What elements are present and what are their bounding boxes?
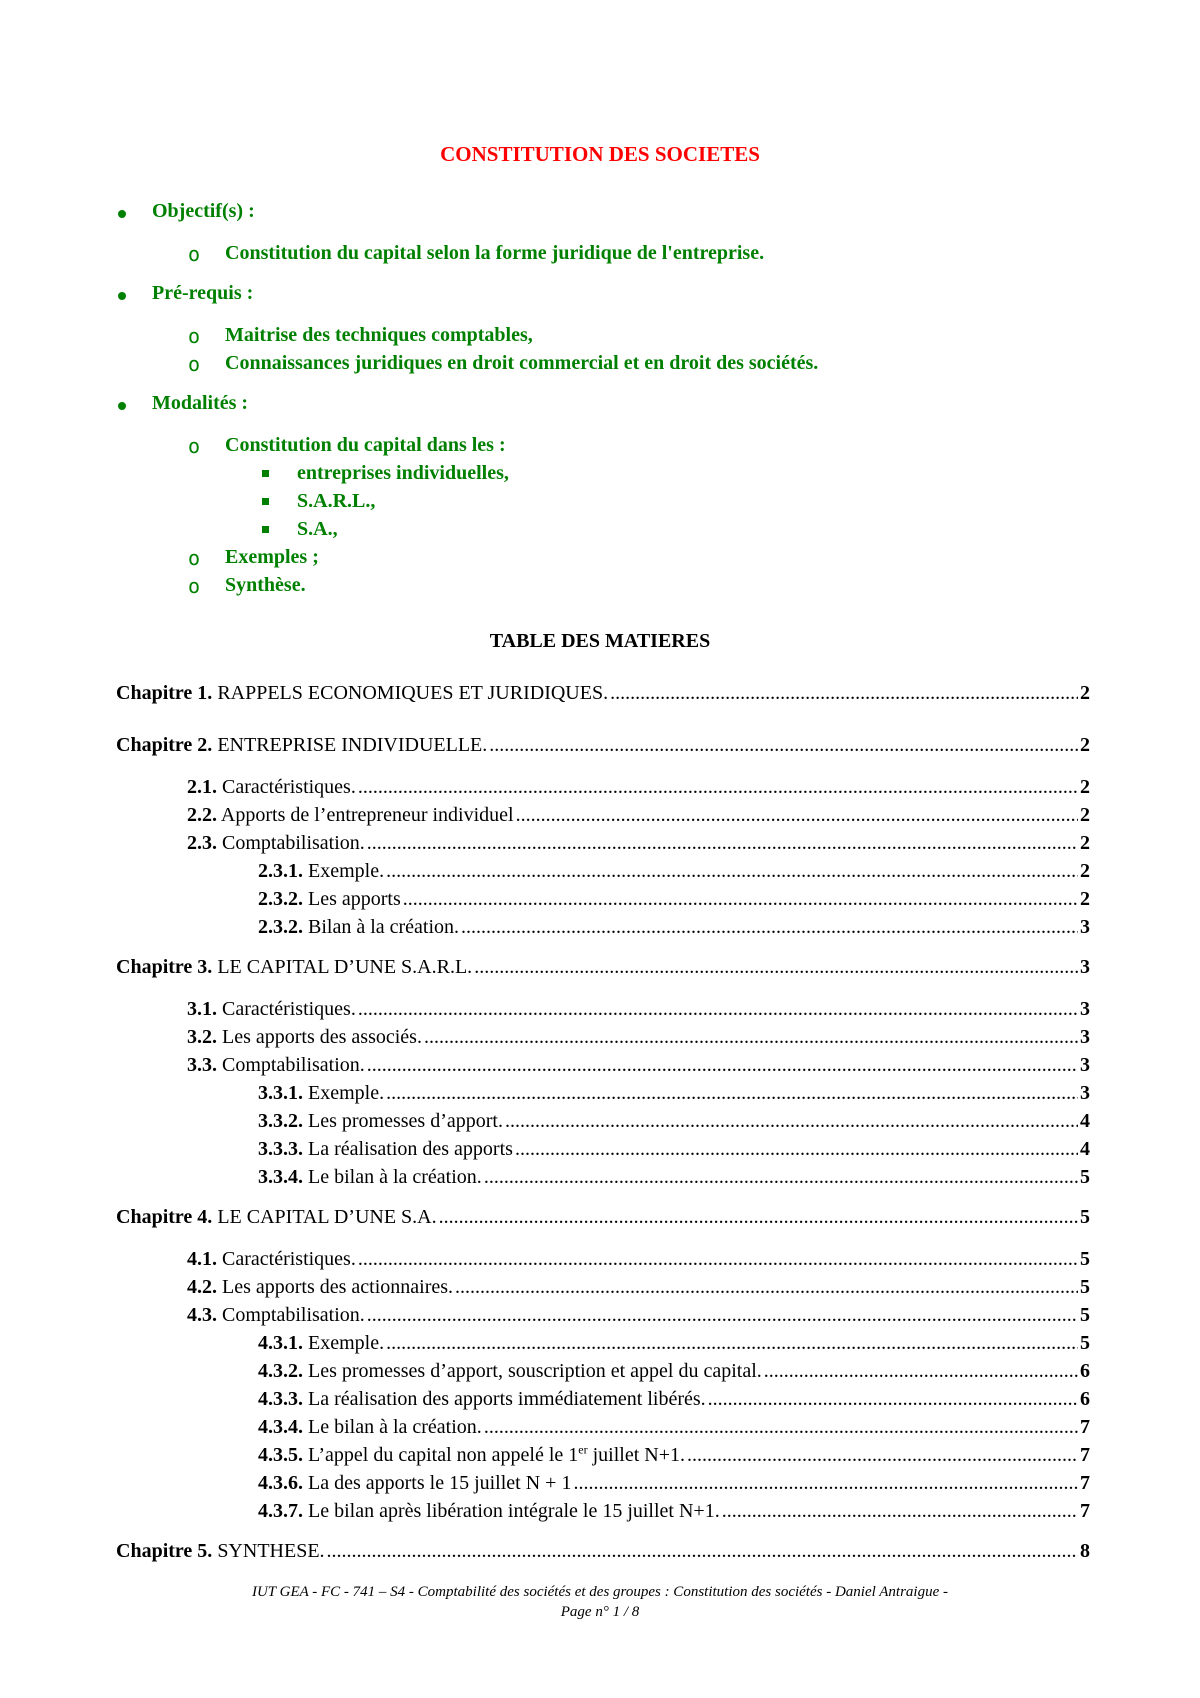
toc-section-row[interactable]: [187, 1054, 1090, 1077]
document-title: CONSTITUTION DES SOCIETES: [440, 142, 760, 166]
circle-bullet-icon: o: [188, 242, 201, 266]
toc-number: Chapitre 4.: [116, 1206, 213, 1228]
toc-label: Apports de l’entrepreneur individuel: [220, 804, 514, 826]
toc-label: Caractéristiques.: [222, 998, 356, 1020]
bullet-dot: [118, 292, 126, 300]
toc-subsection-row[interactable]: [258, 1472, 1090, 1495]
toc-label: LE CAPITAL D’UNE S.A.R.L.: [217, 956, 473, 978]
toc-label: La des apports le 15 juillet N + 1: [308, 1472, 572, 1494]
toc-number: 3.3.2.: [258, 1110, 303, 1132]
toc-subsection-row[interactable]: [258, 1388, 1090, 1411]
toc-page-number: 5: [1080, 1166, 1090, 1188]
toc-leader-dots: [515, 1138, 1078, 1161]
toc-number: 3.3.: [187, 1054, 217, 1076]
toc-label: juillet N+1.: [587, 1444, 685, 1466]
toc-number: 4.3.7.: [258, 1500, 303, 1522]
toc-number: 4.3.: [187, 1304, 217, 1326]
toc-leader-dots: [516, 804, 1078, 827]
toc-number: Chapitre 2.: [116, 734, 213, 756]
toc-page-number: 5: [1080, 1332, 1090, 1354]
footer-line: IUT GEA - FC - 741 – S4 - Comptabilité des sociétés et des groupes : Constitution des sociétés - Daniel Antraigue -: [251, 1584, 949, 1600]
toc-leader-dots: [367, 1054, 1078, 1077]
toc-section-row[interactable]: [187, 998, 1090, 1021]
toc-page-number: 3: [1080, 1026, 1090, 1048]
toc-number: 4.3.5.: [258, 1444, 303, 1466]
toc-page-number: 5: [1080, 1276, 1090, 1298]
toc-page-number: 2: [1080, 832, 1090, 854]
toc-subsection-row[interactable]: [258, 1138, 1090, 1161]
toc-label: Le bilan à la création.: [308, 1166, 482, 1188]
modality-item: Exemples ;: [225, 546, 319, 568]
toc-label: Le bilan après libération intégrale le 15 juillet N+1.: [308, 1500, 720, 1522]
toc-leader-dots: [358, 1248, 1078, 1271]
toc-leader-dots: [484, 1416, 1078, 1439]
toc-leader-dots: [455, 1276, 1078, 1299]
toc-leader-dots: [474, 956, 1078, 979]
toc-number: 2.2.: [187, 804, 217, 826]
modalities-heading: Modalités :: [152, 392, 249, 414]
toc-leader-dots: [764, 1360, 1078, 1383]
toc-label: Les apports des associés.: [222, 1026, 422, 1048]
toc-subsection-row[interactable]: [258, 1166, 1090, 1189]
toc-page-number: 5: [1080, 1206, 1090, 1228]
toc-page-number: 4: [1080, 1110, 1090, 1132]
toc-page-number: 7: [1080, 1444, 1090, 1466]
toc-section-row[interactable]: [187, 1026, 1090, 1049]
footer-page-number: Page n° 1 / 8: [560, 1604, 640, 1620]
toc-leader-dots: [358, 776, 1078, 799]
toc-number: 2.3.2.: [258, 916, 303, 938]
toc-label: Les promesses d’apport, souscription et appel du capital.: [308, 1360, 762, 1382]
toc-chapter-row[interactable]: [116, 1206, 1090, 1229]
toc-leader-dots: [386, 1332, 1078, 1355]
toc-label: Caractéristiques.: [222, 1248, 356, 1270]
toc-label: RAPPELS ECONOMIQUES ET JURIDIQUES.: [217, 682, 609, 704]
toc-section-row[interactable]: [187, 1248, 1090, 1271]
toc-label: SYNTHESE.: [217, 1540, 325, 1562]
toc-number: 3.2.: [187, 1026, 217, 1048]
toc-page-number: 3: [1080, 916, 1090, 938]
toc-page-number: 2: [1080, 804, 1090, 826]
toc-subsection-row[interactable]: [258, 1110, 1090, 1133]
toc-leader-dots: [687, 1444, 1078, 1467]
toc-page-number: 3: [1080, 1082, 1090, 1104]
toc-leader-dots: [708, 1388, 1078, 1411]
toc-number: 4.2.: [187, 1276, 217, 1298]
prerequisites-heading: Pré-requis :: [152, 282, 254, 304]
toc-label: ENTREPRISE INDIVIDUELLE.: [217, 734, 488, 756]
toc-page-number: 2: [1080, 682, 1090, 704]
modality-subitem: S.A.,: [297, 518, 338, 540]
toc-subsection-row[interactable]: [258, 1444, 1090, 1467]
toc-subsection-row[interactable]: [258, 860, 1090, 883]
objectives-heading: Objectif(s) :: [152, 200, 255, 222]
toc-label: Comptabilisation.: [222, 832, 365, 854]
toc-chapter-row[interactable]: [116, 734, 1090, 757]
toc-number: 3.1.: [187, 998, 217, 1020]
bullet-dot: [118, 210, 126, 218]
toc-page-number: 4: [1080, 1138, 1090, 1160]
toc-subsection-row[interactable]: [258, 1416, 1090, 1439]
modality-item: Synthèse.: [225, 574, 306, 596]
toc-label: La réalisation des apports: [308, 1138, 513, 1160]
toc-label-superscript: er: [578, 1442, 588, 1457]
circle-bullet-icon: o: [188, 574, 201, 598]
toc-chapter-row[interactable]: [116, 682, 1090, 705]
toc-number: 2.3.: [187, 832, 217, 854]
toc-number: 3.3.1.: [258, 1082, 303, 1104]
toc-label: Bilan à la création.: [308, 916, 460, 938]
toc-number: 4.3.4.: [258, 1416, 303, 1438]
toc-subsection-row[interactable]: [258, 888, 1090, 911]
circle-bullet-icon: o: [188, 324, 201, 348]
toc-page-number: 5: [1080, 1304, 1090, 1326]
toc-leader-dots: [505, 1110, 1078, 1133]
prerequisite-item: Connaissances juridiques en droit commercial et en droit des sociétés.: [225, 352, 819, 374]
toc-leader-dots: [386, 1082, 1078, 1105]
toc-leader-dots: [489, 734, 1078, 757]
toc-subsection-row[interactable]: [258, 916, 1090, 939]
toc-number: 3.3.4.: [258, 1166, 303, 1188]
toc-leader-dots: [722, 1500, 1078, 1523]
toc-title: TABLE DES MATIERES: [489, 630, 711, 652]
toc-leader-dots: [424, 1026, 1078, 1049]
toc-section-row[interactable]: [187, 832, 1090, 855]
toc-label: Les apports: [308, 888, 401, 910]
objective-item: Constitution du capital selon la forme juridique de l'entreprise.: [225, 242, 765, 264]
toc-label: Comptabilisation.: [222, 1054, 365, 1076]
toc-number: Chapitre 1.: [116, 682, 213, 704]
toc-leader-dots: [403, 888, 1078, 911]
toc-leader-dots: [573, 1472, 1078, 1495]
toc-label: Exemple.: [308, 860, 385, 882]
toc-subsection-row[interactable]: [258, 1332, 1090, 1355]
toc-leader-dots: [386, 860, 1078, 883]
toc-page-number: 3: [1080, 1054, 1090, 1076]
toc-number: 3.3.3.: [258, 1138, 303, 1160]
toc-section-row[interactable]: [187, 1276, 1090, 1299]
square-bullet-icon: [262, 498, 269, 505]
toc-section-row[interactable]: [187, 776, 1090, 799]
toc-leader-dots: [439, 1206, 1078, 1229]
toc-leader-dots: [610, 682, 1078, 705]
toc-number: 4.1.: [187, 1248, 217, 1270]
toc-label: Comptabilisation.: [222, 1304, 365, 1326]
toc-number: 2.3.1.: [258, 860, 303, 882]
toc-number: Chapitre 5.: [116, 1540, 213, 1562]
toc-page-number: 7: [1080, 1500, 1090, 1522]
toc-label: LE CAPITAL D’UNE S.A.: [217, 1206, 437, 1228]
toc-section-row[interactable]: [187, 804, 1090, 827]
toc-number: 4.3.6.: [258, 1472, 303, 1494]
toc-number: 4.3.3.: [258, 1388, 303, 1410]
toc-subsection-row[interactable]: [258, 1360, 1090, 1383]
toc-page-number: 7: [1080, 1472, 1090, 1494]
toc-leader-dots: [461, 916, 1078, 939]
toc-subsection-row[interactable]: [258, 1500, 1090, 1523]
circle-bullet-icon: o: [188, 434, 201, 458]
modality-subitem: S.A.R.L.,: [297, 490, 376, 512]
toc-page-number: 7: [1080, 1416, 1090, 1438]
circle-bullet-icon: o: [188, 546, 201, 570]
toc-page-number: 8: [1080, 1540, 1090, 1562]
toc-subsection-row[interactable]: [258, 1082, 1090, 1105]
toc-label: L’appel du capital non appelé le 1: [308, 1444, 579, 1466]
bullet-dot: [118, 402, 126, 410]
prerequisite-item: Maitrise des techniques comptables,: [225, 324, 533, 346]
toc-chapter-row[interactable]: [116, 956, 1090, 979]
toc-number: Chapitre 3.: [116, 956, 213, 978]
toc-leader-dots: [484, 1166, 1078, 1189]
toc-label: Les promesses d’apport.: [308, 1110, 503, 1132]
toc-page-number: 2: [1080, 888, 1090, 910]
toc-chapter-row[interactable]: [116, 1540, 1090, 1563]
toc-page-number: 3: [1080, 956, 1090, 978]
toc-label: Exemple.: [308, 1082, 385, 1104]
toc-leader-dots: [367, 832, 1078, 855]
modality-subitem: entreprises individuelles,: [297, 462, 509, 484]
toc-section-row[interactable]: [187, 1304, 1090, 1327]
toc-number: 2.3.2.: [258, 888, 303, 910]
toc-page-number: 5: [1080, 1248, 1090, 1270]
toc-leader-dots: [327, 1540, 1078, 1563]
toc-label: Les apports des actionnaires.: [222, 1276, 454, 1298]
circle-bullet-icon: o: [188, 352, 201, 376]
toc-number: 2.1.: [187, 776, 217, 798]
toc-label: La réalisation des apports immédiatement libérés.: [308, 1388, 706, 1410]
toc-number: 4.3.2.: [258, 1360, 303, 1382]
square-bullet-icon: [262, 526, 269, 533]
toc-page-number: 6: [1080, 1388, 1090, 1410]
toc-leader-dots: [358, 998, 1078, 1021]
toc-leader-dots: [367, 1304, 1078, 1327]
toc-label: Caractéristiques.: [222, 776, 356, 798]
toc-page-number: 6: [1080, 1360, 1090, 1382]
toc-page-number: 3: [1080, 998, 1090, 1020]
square-bullet-icon: [262, 470, 269, 477]
toc-number: 4.3.1.: [258, 1332, 303, 1354]
toc-label: Le bilan à la création.: [308, 1416, 482, 1438]
modality-item: Constitution du capital dans les :: [225, 434, 506, 456]
toc-page-number: 2: [1080, 776, 1090, 798]
toc-label: Exemple.: [308, 1332, 385, 1354]
toc-page-number: 2: [1080, 734, 1090, 756]
toc-page-number: 2: [1080, 860, 1090, 882]
